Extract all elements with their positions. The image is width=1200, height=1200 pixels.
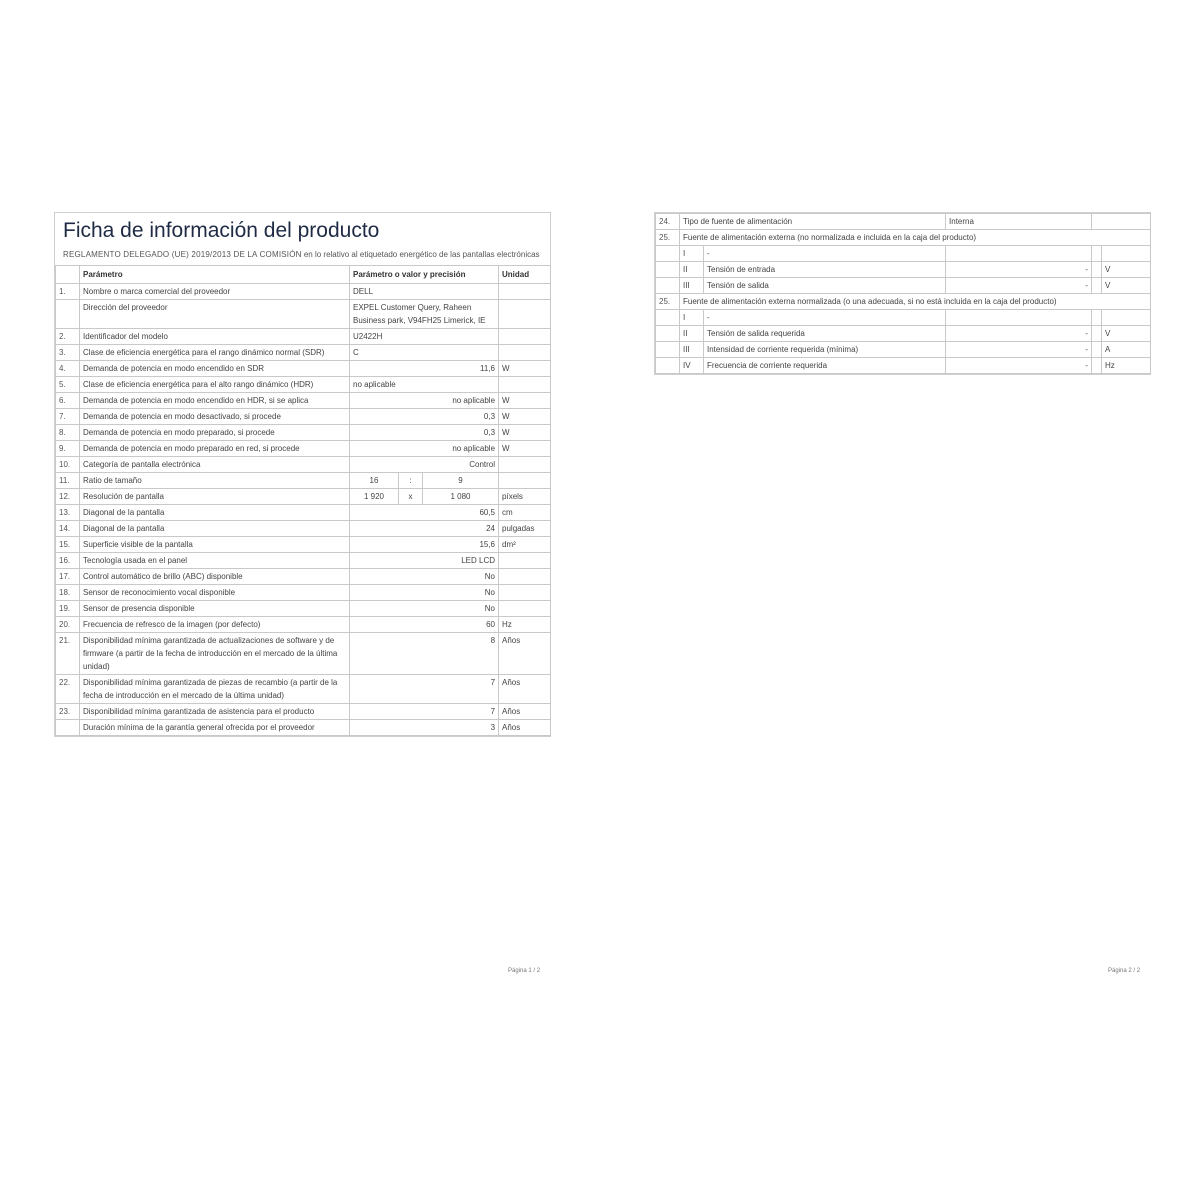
table-row	[56, 505, 551, 521]
row-number: 12.	[56, 489, 80, 505]
row-number: 23.	[56, 704, 80, 720]
row-number: 11.	[56, 473, 80, 489]
row-number: 2.	[56, 329, 80, 345]
row-parameter: Superficie visible de la pantalla	[80, 537, 350, 553]
row-parameter: Fuente de alimentación externa normalizada (o una adecuada, si no está incluida en la caja del producto)	[680, 294, 1151, 310]
table-row	[656, 214, 1151, 230]
row-unit: Hz	[1102, 358, 1151, 374]
row-value: -	[946, 278, 1092, 294]
row-value: No	[350, 585, 499, 601]
row-unit	[499, 300, 551, 329]
row-parameter: Demanda de potencia en modo preparado, si procede	[80, 425, 350, 441]
row-unit: Años	[499, 704, 551, 720]
row-unit	[499, 329, 551, 345]
row-number: 20.	[56, 617, 80, 633]
row-unit: V	[1102, 278, 1151, 294]
row-value: Interna	[946, 214, 1092, 230]
row-value: -	[946, 342, 1092, 358]
table-row	[56, 585, 551, 601]
row-value: no aplicable	[350, 377, 499, 393]
row-number: 5.	[56, 377, 80, 393]
row-value: 15,6	[350, 537, 499, 553]
row-unit	[499, 473, 551, 489]
row-roman-index: III	[680, 278, 704, 294]
table-row	[56, 704, 551, 720]
row-unit	[499, 553, 551, 569]
row-number: 7.	[56, 409, 80, 425]
power-supply-table	[655, 213, 1151, 374]
table-row	[656, 294, 1151, 310]
row-value: 7	[350, 704, 499, 720]
row-unit: píxels	[499, 489, 551, 505]
row-value: 8	[350, 633, 499, 675]
row-value: 0,3	[350, 425, 499, 441]
row-parameter: Frecuencia de refresco de la imagen (por defecto)	[80, 617, 350, 633]
row-parameter: Clase de eficiencia energética para el rango dinámico normal (SDR)	[80, 345, 350, 361]
table-row	[56, 617, 551, 633]
regulation-description: en lo relativo al etiquetado energético de las pantallas electrónicas	[301, 250, 540, 259]
row-unit: A	[1102, 342, 1151, 358]
row-number: 19.	[56, 601, 80, 617]
table-row	[56, 300, 551, 329]
row-unit: cm	[499, 505, 551, 521]
row-value: 3	[350, 720, 499, 736]
row-value: 60,5	[350, 505, 499, 521]
row-roman-index: III	[680, 342, 704, 358]
table-row	[56, 537, 551, 553]
row-parameter: Diagonal de la pantalla	[80, 521, 350, 537]
table-row	[56, 489, 551, 505]
table-subrow	[656, 278, 1151, 294]
table-subrow	[656, 358, 1151, 374]
row-parameter: Demanda de potencia en modo preparado en red, si procede	[80, 441, 350, 457]
row-parameter: Disponibilidad mínima garantizada de actualizaciones de software y de firmware (a partir de la fecha de introducción en el mercado de la última unidad)	[80, 633, 350, 675]
row-unit: Años	[499, 675, 551, 704]
row-spacer	[1092, 358, 1102, 374]
row-parameter: Sensor de reconocimiento vocal disponible	[80, 585, 350, 601]
row-value: 0,3	[350, 409, 499, 425]
row-number: 9.	[56, 441, 80, 457]
row-number: 13.	[56, 505, 80, 521]
row-parameter: Dirección del proveedor	[80, 300, 350, 329]
row-number: 25.	[656, 294, 680, 310]
row-parameter: Control automático de brillo (ABC) disponible	[80, 569, 350, 585]
table-row	[56, 601, 551, 617]
row-unit	[1102, 310, 1151, 326]
row-value: -	[946, 262, 1092, 278]
row-number: 3.	[56, 345, 80, 361]
table-row	[56, 720, 551, 736]
row-number-empty	[656, 310, 680, 326]
row-parameter: -	[704, 246, 946, 262]
row-parameter: Demanda de potencia en modo desactivado, si procede	[80, 409, 350, 425]
row-unit: W	[499, 425, 551, 441]
row-number: 18.	[56, 585, 80, 601]
row-value: 60	[350, 617, 499, 633]
row-parameter: Ratio de tamaño	[80, 473, 350, 489]
row-roman-index: I	[680, 310, 704, 326]
row-spacer	[1092, 342, 1102, 358]
product-info-table	[55, 265, 551, 736]
row-value	[946, 310, 1092, 326]
row-value-separator: x	[399, 489, 423, 505]
row-value: 24	[350, 521, 499, 537]
page-number-1: Página 1 / 2	[508, 968, 541, 974]
row-value: no aplicable	[350, 441, 499, 457]
row-parameter: Tensión de salida requerida	[704, 326, 946, 342]
row-parameter: Duración mínima de la garantía general ofrecida por el proveedor	[80, 720, 350, 736]
header-value: Parámetro o valor y precisión	[350, 266, 499, 284]
row-parameter: Categoría de pantalla electrónica	[80, 457, 350, 473]
row-number-empty	[656, 326, 680, 342]
row-parameter: Clase de eficiencia energética para el alto rango dinámico (HDR)	[80, 377, 350, 393]
row-parameter: Diagonal de la pantalla	[80, 505, 350, 521]
table-row	[56, 425, 551, 441]
table-row	[56, 441, 551, 457]
row-number: 25.	[656, 230, 680, 246]
row-spacer	[1092, 262, 1102, 278]
row-parameter: Disponibilidad mínima garantizada de piezas de recambio (a partir de la fecha de introducción en el mercado de la última unidad)	[80, 675, 350, 704]
table-row	[56, 409, 551, 425]
row-parameter: Resolución de pantalla	[80, 489, 350, 505]
row-parameter: Intensidad de corriente requerida (mínima)	[704, 342, 946, 358]
header-unit: Unidad	[499, 266, 551, 284]
row-unit: Hz	[499, 617, 551, 633]
document-page-1	[54, 212, 551, 737]
row-unit: Años	[499, 633, 551, 675]
row-value: LED LCD	[350, 553, 499, 569]
row-parameter: Sensor de presencia disponible	[80, 601, 350, 617]
table-row	[656, 230, 1151, 246]
row-parameter: Nombre o marca comercial del proveedor	[80, 284, 350, 300]
row-number: 24.	[656, 214, 680, 230]
row-unit: dm²	[499, 537, 551, 553]
row-value	[946, 246, 1092, 262]
row-number: 10.	[56, 457, 80, 473]
row-number: 8.	[56, 425, 80, 441]
row-unit	[499, 585, 551, 601]
table-row	[56, 329, 551, 345]
table-row	[56, 377, 551, 393]
header-parameter: Parámetro	[80, 266, 350, 284]
row-number: 4.	[56, 361, 80, 377]
row-value-separator: :	[399, 473, 423, 489]
row-number: 14.	[56, 521, 80, 537]
row-value: 11,6	[350, 361, 499, 377]
row-number: 6.	[56, 393, 80, 409]
regulation-subtitle	[63, 248, 542, 261]
row-value: EXPEL Customer Query, Raheen Business park, V94FH25 Limerick, IE	[350, 300, 499, 329]
table-subrow	[656, 246, 1151, 262]
row-parameter: Tensión de salida	[704, 278, 946, 294]
row-parameter: Demanda de potencia en modo encendido en SDR	[80, 361, 350, 377]
row-number-empty	[656, 278, 680, 294]
document-page-2	[654, 212, 1151, 375]
row-value-right: 9	[423, 473, 499, 489]
row-spacer	[1092, 310, 1102, 326]
regulation-reference: REGLAMENTO DELEGADO (UE) 2019/2013 DE LA COMISIÓN	[63, 250, 302, 259]
row-value: -	[946, 358, 1092, 374]
row-parameter: Identificador del modelo	[80, 329, 350, 345]
table-row	[56, 361, 551, 377]
row-unit	[499, 345, 551, 361]
table-subrow	[656, 326, 1151, 342]
row-number: 21.	[56, 633, 80, 675]
row-number	[56, 300, 80, 329]
table-row	[56, 553, 551, 569]
row-unit: W	[499, 441, 551, 457]
row-value: No	[350, 569, 499, 585]
table-row	[56, 633, 551, 675]
table-subrow	[656, 342, 1151, 358]
row-roman-index: I	[680, 246, 704, 262]
row-parameter: Frecuencia de corriente requerida	[704, 358, 946, 374]
table-subrow	[656, 262, 1151, 278]
page-title: Ficha de información del producto	[63, 219, 380, 242]
table-row	[56, 457, 551, 473]
page-number-2: Página 2 / 2	[1108, 968, 1141, 974]
row-number: 16.	[56, 553, 80, 569]
row-unit: pulgadas	[499, 521, 551, 537]
row-unit: Años	[499, 720, 551, 736]
row-parameter: Tipo de fuente de alimentación	[680, 214, 946, 230]
row-roman-index: II	[680, 326, 704, 342]
row-value: DELL	[350, 284, 499, 300]
row-unit: W	[499, 409, 551, 425]
row-value: -	[946, 326, 1092, 342]
table-row	[56, 393, 551, 409]
row-unit	[499, 601, 551, 617]
table-row	[56, 345, 551, 361]
table-row	[56, 675, 551, 704]
row-value: C	[350, 345, 499, 361]
row-parameter: -	[704, 310, 946, 326]
row-spacer	[1092, 278, 1102, 294]
row-parameter: Disponibilidad mínima garantizada de asistencia para el producto	[80, 704, 350, 720]
row-roman-index: IV	[680, 358, 704, 374]
row-parameter: Tensión de entrada	[704, 262, 946, 278]
row-unit: W	[499, 393, 551, 409]
row-unit	[499, 569, 551, 585]
row-empty	[1092, 214, 1151, 230]
row-unit	[499, 284, 551, 300]
table-row	[56, 473, 551, 489]
row-unit: V	[1102, 262, 1151, 278]
row-number-empty	[656, 342, 680, 358]
row-number-empty	[656, 246, 680, 262]
row-roman-index: II	[680, 262, 704, 278]
row-parameter: Tecnología usada en el panel	[80, 553, 350, 569]
row-number-empty	[656, 358, 680, 374]
table-header-row	[56, 266, 551, 284]
row-value: Control	[350, 457, 499, 473]
table-row	[56, 284, 551, 300]
row-value: No	[350, 601, 499, 617]
row-number: 22.	[56, 675, 80, 704]
row-spacer	[1092, 326, 1102, 342]
row-number: 1.	[56, 284, 80, 300]
row-number: 15.	[56, 537, 80, 553]
row-spacer	[1092, 246, 1102, 262]
row-unit	[499, 457, 551, 473]
row-parameter: Fuente de alimentación externa (no normalizada e incluida en la caja del producto)	[680, 230, 1151, 246]
row-value: 7	[350, 675, 499, 704]
row-number	[56, 720, 80, 736]
row-value: no aplicable	[350, 393, 499, 409]
row-value-left: 16	[350, 473, 399, 489]
row-parameter: Demanda de potencia en modo encendido en HDR, si se aplica	[80, 393, 350, 409]
row-number-empty	[656, 262, 680, 278]
row-unit: V	[1102, 326, 1151, 342]
row-unit: W	[499, 361, 551, 377]
table-row	[56, 569, 551, 585]
table-subrow	[656, 310, 1151, 326]
table-row	[56, 521, 551, 537]
row-unit	[1102, 246, 1151, 262]
row-value-left: 1 920	[350, 489, 399, 505]
row-unit	[499, 377, 551, 393]
row-value-right: 1 080	[423, 489, 499, 505]
row-value: U2422H	[350, 329, 499, 345]
row-number: 17.	[56, 569, 80, 585]
